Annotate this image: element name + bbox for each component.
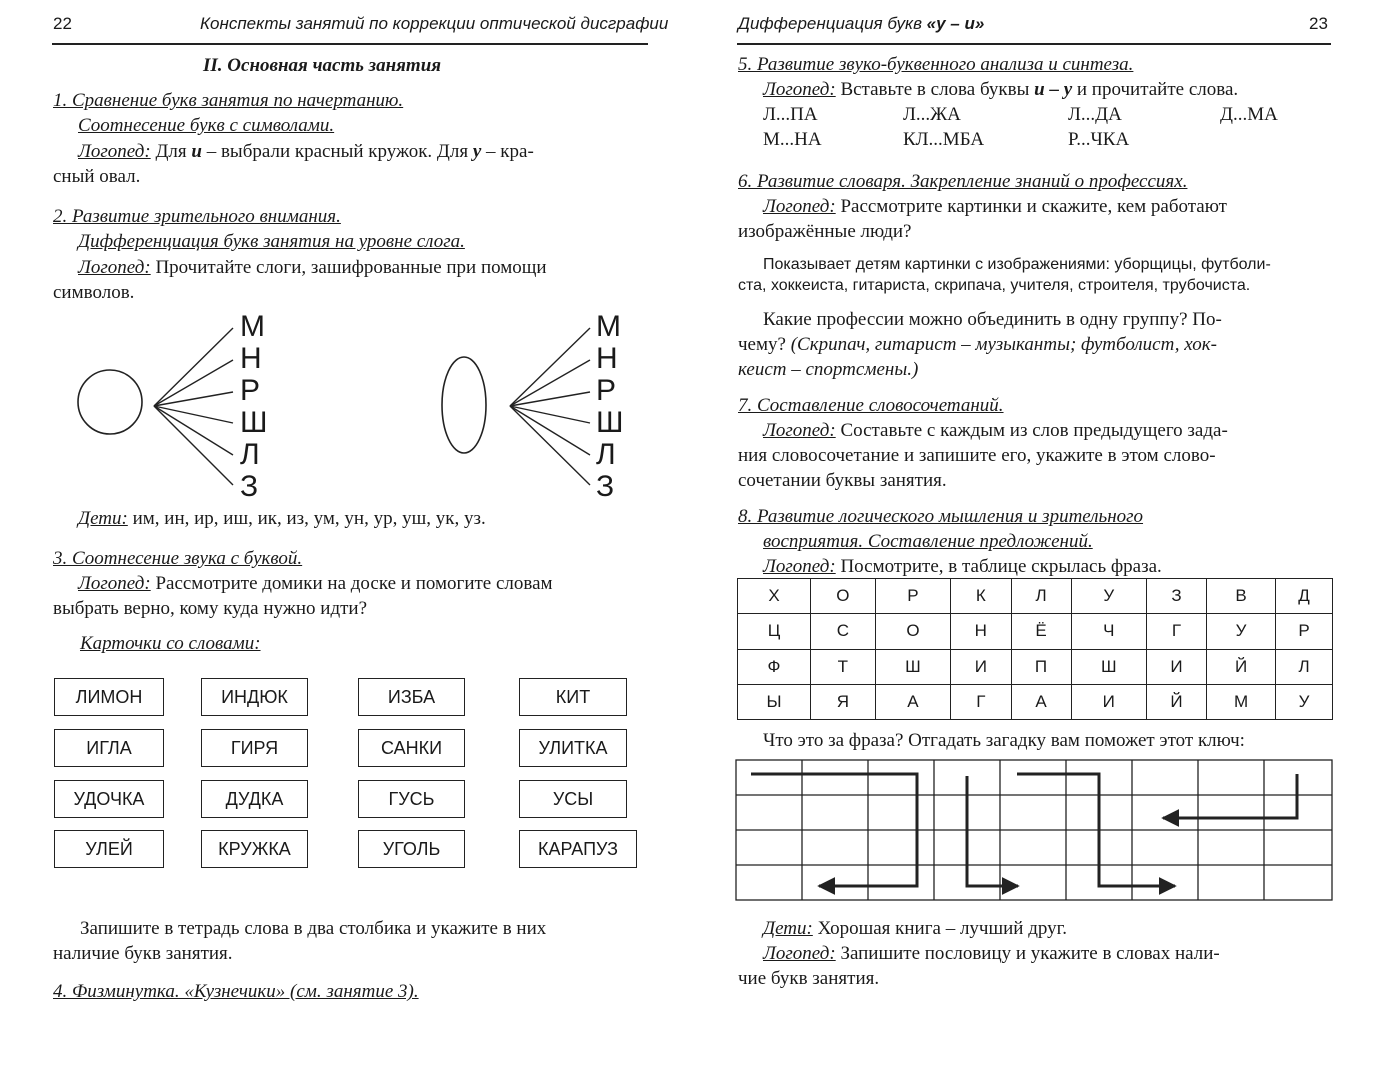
grid-cell: Д	[1276, 579, 1333, 614]
children-text: Хорошая книга – лучший друг.	[812, 918, 1068, 939]
s5-word: М...НА	[763, 129, 822, 150]
grid-cell: Ш	[1071, 649, 1146, 684]
word-card: КРУЖКА	[201, 830, 308, 868]
word-card: УЛИТКА	[519, 729, 627, 767]
diagram-letter: Р	[596, 374, 617, 407]
grid-cell: Й	[1147, 684, 1207, 719]
s3-after-line2: наличие букв занятия.	[53, 943, 233, 964]
word-card: КИТ	[519, 678, 627, 716]
word-card: ГУСЬ	[358, 780, 465, 818]
s5-word: Д...МА	[1220, 104, 1278, 125]
word-card: ИНДЮК	[201, 678, 308, 716]
grid-cell: О	[875, 614, 950, 649]
speaker-label: Логопед:	[763, 943, 836, 964]
speaker-label: Логопед:	[763, 420, 836, 441]
word-card: ЛИМОН	[54, 678, 164, 716]
s1-title: 1. Сравнение букв занятия по начертанию.	[53, 90, 404, 111]
diagram-letter: Л	[596, 438, 616, 471]
word-card: ГИРЯ	[201, 729, 308, 767]
s1-text-a: Для	[150, 141, 192, 162]
header-text: Дифференциация букв	[738, 14, 927, 33]
grid-row	[738, 649, 1333, 684]
s8-title2: восприятия. Составление предложений.	[763, 531, 1093, 552]
grid-cell: О	[811, 579, 876, 614]
grid-cell: И	[1071, 684, 1146, 719]
circle-shape	[78, 370, 142, 434]
word-card: УГОЛЬ	[358, 830, 465, 868]
running-header-right	[738, 14, 984, 34]
grid-cell: Ф	[738, 649, 811, 684]
word-card: ИЗБА	[358, 678, 465, 716]
s1-line1	[78, 141, 534, 163]
grid-cell: З	[1147, 579, 1207, 614]
grid-cell: Х	[738, 579, 811, 614]
grid-cell: У	[1276, 684, 1333, 719]
s8-final1	[763, 943, 1220, 965]
s7-text: Составьте с каждым из слов предыдущего зада-	[835, 420, 1228, 441]
s1-line2: сный овал.	[53, 166, 141, 187]
s1-subtitle: Соотнесение букв с символами.	[78, 115, 335, 136]
diagram-letter: Л	[240, 438, 260, 471]
grid-cell: И	[1147, 649, 1207, 684]
oval-shape	[442, 357, 486, 453]
grid-cell: Г	[951, 684, 1011, 719]
s6-line1	[763, 196, 1227, 218]
s2-title: 2. Развитие зрительного внимания.	[53, 206, 341, 227]
word-card: УДОЧКА	[54, 780, 164, 818]
s6-note1: Показывает детям картинки с изображениями: уборщицы, футболи-	[763, 256, 1271, 273]
cards-caption: Карточки со словами:	[80, 633, 261, 654]
word-card: УЛЕЙ	[54, 830, 164, 868]
s2-line1	[78, 257, 547, 279]
s5-text-a: Вставьте в слова буквы	[835, 79, 1035, 100]
grid-cell: Т	[811, 649, 876, 684]
grid-cell: М	[1207, 684, 1276, 719]
s1-text-b: – выбрали красный кружок. Для	[201, 141, 473, 162]
letter-i: и	[191, 141, 202, 162]
grid-cell: Я	[811, 684, 876, 719]
children-label: Дети:	[78, 508, 128, 529]
s8-line1	[763, 556, 1162, 578]
diagram-letter: Р	[240, 374, 261, 407]
grid-row	[738, 579, 1333, 614]
s5-word: Л...ЖА	[903, 104, 961, 125]
s5-title: 5. Развитие звуко-буквенного анализа и синтеза.	[738, 54, 1134, 75]
s6-note2: ста, хоккеиста, гитариста, скрипача, учителя, строителя, трубочиста.	[738, 277, 1251, 294]
speaker-label: Логопед:	[78, 257, 151, 278]
children-label: Дети:	[763, 918, 813, 939]
grid-cell: К	[951, 579, 1011, 614]
grid-cell: У	[1071, 579, 1146, 614]
grid-cell: Л	[1276, 649, 1333, 684]
s4-title: 4. Физминутка. «Кузнечики» (см. занятие 3).	[53, 981, 419, 1002]
grid-cell: Ц	[738, 614, 811, 649]
speaker-label: Логопед:	[78, 573, 151, 594]
diagram-letter: М	[596, 310, 621, 343]
s5-line1	[763, 79, 1238, 101]
children-text: им, ин, ир, иш, ик, из, ум, ун, ур, уш, ук, уз.	[127, 508, 486, 529]
header-rule-right	[737, 43, 1331, 45]
s7-title: 7. Составление словосочетаний.	[738, 395, 1004, 416]
key-path-grid	[735, 758, 1335, 908]
key-grid-lines	[736, 760, 1332, 900]
s3-after-line1: Запишите в тетрадь слова в два столбика и укажите в них	[80, 918, 547, 939]
letter-u: у	[472, 141, 482, 162]
arrow-path-2	[967, 776, 1018, 886]
speaker-label: Логопед:	[763, 196, 836, 217]
s3-title: 3. Соотнесение звука с буквой.	[53, 548, 303, 569]
diagram-letter: Ш	[596, 406, 624, 439]
s8-children	[763, 918, 1067, 940]
s5-letters: и – у	[1034, 79, 1073, 100]
s6-q2	[738, 334, 1217, 356]
s8-final-text: Запишите пословицу и укажите в словах нали-	[835, 943, 1220, 964]
diagram-letter: Н	[596, 342, 618, 375]
s2-children	[78, 508, 486, 530]
grid-cell: Р	[875, 579, 950, 614]
s8-final2: чие букв занятия.	[738, 968, 880, 989]
s6-q2-text: чему?	[738, 334, 791, 355]
grid-cell: Ч	[1071, 614, 1146, 649]
s5-word: Л...ПА	[763, 104, 818, 125]
grid-row	[738, 684, 1333, 719]
s1-text-c: – кра-	[481, 141, 534, 162]
grid-cell: А	[875, 684, 950, 719]
speaker-label: Логопед:	[763, 556, 836, 577]
s3-line1	[78, 573, 553, 595]
s8-key-question: Что это за фраза? Отгадать загадку вам поможет этот ключ:	[763, 730, 1245, 751]
s3-text: Рассмотрите домики на доске и помогите словам	[150, 573, 553, 594]
s5-word: Л...ДА	[1068, 104, 1122, 125]
arrow-path-4	[1163, 774, 1297, 818]
word-card: УСЫ	[519, 780, 627, 818]
diagram-letter: М	[240, 310, 265, 343]
s7-line3: сочетании буквы занятия.	[738, 470, 947, 491]
s2-subtitle: Дифференциация букв занятия на уровне слога.	[78, 231, 465, 252]
grid-cell: П	[1011, 649, 1071, 684]
word-card: ДУДКА	[201, 780, 308, 818]
running-header-left: Конспекты занятий по коррекции оптической дисграфии	[200, 14, 669, 33]
s7-line1	[763, 420, 1228, 442]
s8-title1: 8. Развитие логического мышления и зрительного	[738, 506, 1144, 527]
grid-cell: Ы	[738, 684, 811, 719]
grid-cell: Р	[1276, 614, 1333, 649]
s6-q3: кеист – спортсмены.)	[738, 359, 919, 380]
grid-cell: Ё	[1011, 614, 1071, 649]
grid-cell: Й	[1207, 649, 1276, 684]
word-card: КАРАПУЗ	[519, 830, 637, 868]
grid-cell: И	[951, 649, 1011, 684]
s5-word: Р...ЧКА	[1068, 129, 1130, 150]
page-number-right: 23	[1309, 14, 1328, 33]
grid-cell: В	[1207, 579, 1276, 614]
oval-letter-column	[596, 311, 624, 503]
grid-cell: Л	[1011, 579, 1071, 614]
speaker-label: Логопед:	[78, 141, 151, 162]
grid-cell: Г	[1147, 614, 1207, 649]
s6-line2: изображённые люди?	[738, 221, 912, 242]
s3-line2: выбрать верно, кому куда нужно идти?	[53, 598, 368, 619]
header-rule-left	[52, 43, 648, 45]
word-card: ИГЛА	[54, 729, 164, 767]
diagram-letter: З	[240, 470, 259, 503]
s8-text: Посмотрите, в таблице скрылась фраза.	[835, 556, 1162, 577]
grid-cell: Ш	[875, 649, 950, 684]
fan-lines	[510, 328, 590, 485]
s2-text: Прочитайте слоги, зашифрованные при помощи	[150, 257, 547, 278]
s2-line2: символов.	[53, 282, 135, 303]
speaker-label: Логопед:	[763, 79, 836, 100]
diagram-letter: З	[596, 470, 615, 503]
section-title: II. Основная часть занятия	[203, 55, 442, 76]
s5-text-c: и прочитайте слова.	[1072, 79, 1239, 100]
diagram-letter: Н	[240, 342, 262, 375]
diagram-letter: Ш	[240, 406, 268, 439]
word-card: САНКИ	[358, 729, 465, 767]
s5-word: КЛ...МБА	[903, 129, 985, 150]
letter-grid	[737, 578, 1333, 720]
s6-q1: Какие профессии можно объединить в одну группу? По-	[763, 309, 1222, 330]
s6-title: 6. Развитие словаря. Закрепление знаний о профессиях.	[738, 171, 1188, 192]
grid-cell: С	[811, 614, 876, 649]
grid-cell: Н	[951, 614, 1011, 649]
fan-lines	[154, 328, 233, 485]
s6-text: Рассмотрите картинки и скажите, кем работают	[835, 196, 1227, 217]
header-letters: «у – и»	[926, 14, 985, 33]
grid-row	[738, 614, 1333, 649]
s7-line2: ния словосочетание и запишите его, укажите в этом слово-	[738, 445, 1216, 466]
grid-cell: А	[1011, 684, 1071, 719]
s6-q2-italic: (Скрипач, гитарист – музыканты; футболист, хок-	[790, 334, 1217, 355]
page-number-left: 22	[53, 14, 72, 33]
circle-letter-column	[240, 311, 268, 503]
grid-cell: У	[1207, 614, 1276, 649]
